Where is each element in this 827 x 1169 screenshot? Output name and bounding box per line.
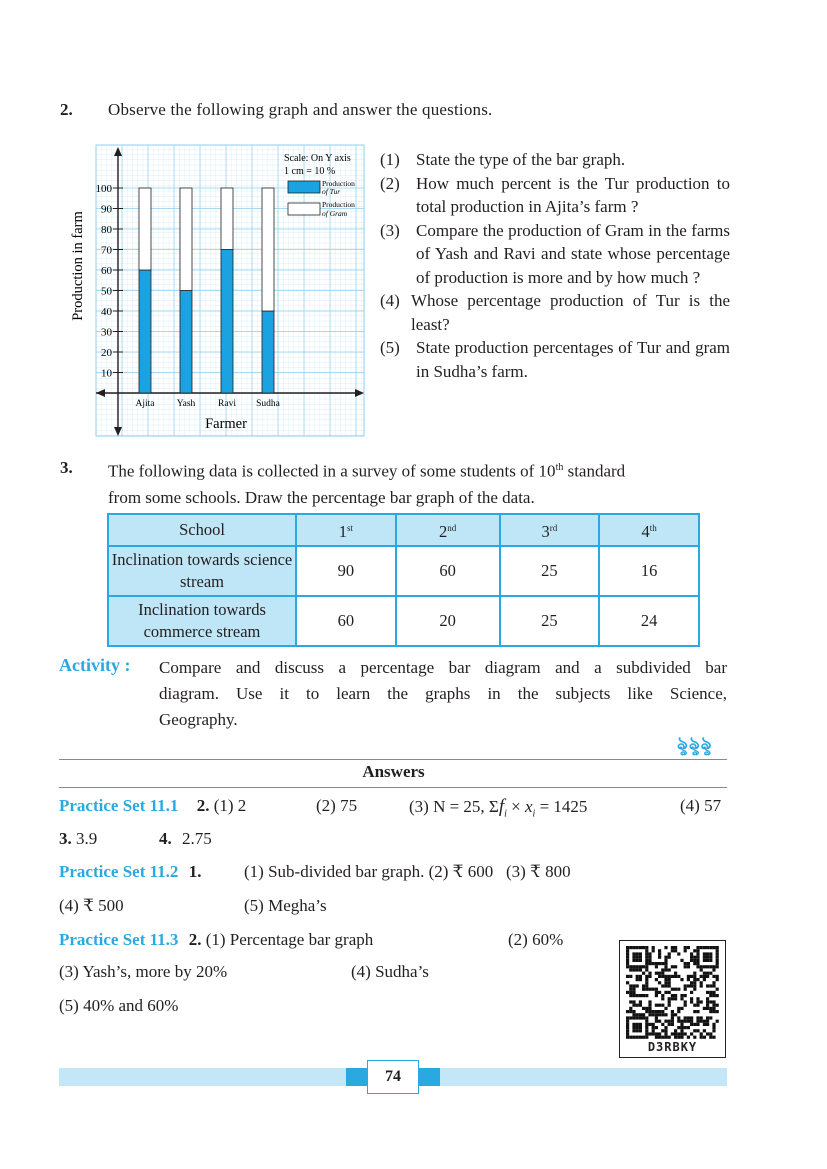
survey-table xyxy=(107,513,700,647)
scale-line-2: 1 cm = 10 % xyxy=(284,166,336,177)
table-cell: 20 xyxy=(396,596,500,646)
answers-rule-bottom xyxy=(59,787,727,788)
y-tick-label: 60 xyxy=(101,265,112,277)
legend xyxy=(284,153,355,218)
qr-code xyxy=(619,940,726,1058)
question-item-number: (4) xyxy=(380,291,400,310)
activity-line-1: Compare and discuss a percentage bar diagram and a subdivided bar xyxy=(159,658,727,677)
legend-swatch-gram xyxy=(288,203,320,215)
answer-formula: (3) N = 25, $\Sigma f_i \times x_i = 1425$ xyxy=(409,796,588,820)
question-3-line-1: The following data is collected in a survey of some students of 10th standard xyxy=(108,461,626,481)
bar-gram-ravi xyxy=(221,188,233,250)
y-tick-label: 90 xyxy=(101,203,112,216)
answers-set-11-1-line-1: Practice Set 11.1 2. (1) 2 xyxy=(59,796,247,815)
practice-set-label: Practice Set 11.2 xyxy=(59,862,179,881)
question-item xyxy=(380,336,730,383)
table-cell: 24 xyxy=(599,596,699,646)
answers-rule-top xyxy=(59,759,727,760)
question-item-text: How much percent is the Tur production to total production in Ajita’s farm ? xyxy=(416,173,730,216)
table-cell: 60 xyxy=(396,546,500,596)
answers-set-11-2-line-1: Practice Set 11.2 1. xyxy=(59,862,202,881)
table-cell: 25 xyxy=(500,546,600,596)
legend-tur-line2: of Tur xyxy=(322,187,341,196)
answer-text: (3) Yash’s, more by 20% xyxy=(59,962,228,981)
activity-line-2: diagram. Use it to learn the graphs in the subjects like Science, xyxy=(159,684,727,703)
question-item xyxy=(380,148,730,172)
table-row-label: Inclination towards commerce stream xyxy=(108,596,296,646)
question-2-number: 2. xyxy=(60,100,73,119)
question-item xyxy=(380,219,730,290)
table-header-col: 3rd xyxy=(500,514,600,546)
x-tick-label: Yash xyxy=(176,399,196,409)
answer-text: (4) 57 xyxy=(680,796,722,815)
qr-code-label: D3RBKY xyxy=(647,1040,698,1054)
table-header-col: 1st xyxy=(296,514,396,546)
x-tick-label: Ravi xyxy=(218,399,236,409)
question-item-number: (1) xyxy=(380,150,400,169)
question-item xyxy=(380,172,730,219)
table-header-col: 4th xyxy=(599,514,699,546)
question-3-number: 3. xyxy=(60,458,73,477)
bar-gram-sudha xyxy=(262,188,274,311)
question-2-text: Observe the following graph and answer the questions. xyxy=(108,100,493,119)
practice-set-label: Practice Set 11.3 xyxy=(59,930,179,949)
y-tick-label: 50 xyxy=(101,285,112,298)
y-tick-label: 70 xyxy=(101,244,112,257)
question-3-text xyxy=(108,455,728,511)
page-number: 74 xyxy=(367,1060,419,1094)
legend-swatch-tur xyxy=(288,181,320,193)
question-item-number: (5) xyxy=(380,338,400,357)
question-item-text: Compare the production of Gram in the farms of Yash and Ravi and state whose percentage of production is more and by how much ? xyxy=(416,220,730,287)
y-axis-label: Production in farm xyxy=(70,211,86,321)
scale-line-1: Scale: On Y axis xyxy=(284,153,351,164)
bar-graph xyxy=(68,144,368,440)
bar-tur-sudha xyxy=(262,311,274,393)
answers-set-11-1-line-2: 3. 3.9 xyxy=(59,829,98,848)
table-row xyxy=(108,596,699,646)
activity-text xyxy=(159,655,727,733)
section-end-ornament: ৡৡৡ xyxy=(677,733,713,753)
legend-gram-line1: Production xyxy=(322,200,355,209)
question-item-number: (2) xyxy=(380,173,400,193)
practice-set-label: Practice Set 11.1 xyxy=(59,796,179,815)
bar-tur-ravi xyxy=(221,250,233,394)
question-item-text: State the type of the bar graph. xyxy=(416,150,626,169)
answer-text: (1) Sub-divided bar graph. (2) ₹ 600 (3) ₹ 800 xyxy=(244,862,571,881)
activity-label: Activity : xyxy=(59,655,131,675)
answers-set-11-3-line-1: Practice Set 11.3 2. (1) Percentage bar graph xyxy=(59,930,374,949)
answers-title: Answers xyxy=(362,762,425,781)
y-tick-label: 30 xyxy=(101,326,112,339)
qr-pattern xyxy=(620,941,725,1039)
x-tick-label: Sudha xyxy=(256,399,280,409)
answer-text: 4. 2.75 xyxy=(159,829,212,848)
answer-text: (5) 40% and 60% xyxy=(59,996,179,1015)
question-item-text: Whose percentage production of Tur is the least? xyxy=(411,291,730,334)
answer-text: (5) Megha’s xyxy=(244,896,327,915)
table-cell: 25 xyxy=(500,596,600,646)
table-row xyxy=(108,546,699,596)
y-tick-label: 40 xyxy=(101,306,112,318)
legend-gram-line2: of Gram xyxy=(322,209,348,218)
bar-gram-ajita xyxy=(139,188,151,270)
activity-line-3: Geography. xyxy=(159,710,238,729)
bar-tur-yash xyxy=(180,291,192,394)
question-item-text: State production percentages of Tur and gram in Sudha’s farm. xyxy=(416,338,730,381)
table-cell: 16 xyxy=(599,546,699,596)
table-header-row xyxy=(108,514,699,546)
y-tick-label: 100 xyxy=(95,183,112,195)
legend-tur-line1: Production xyxy=(322,179,355,188)
y-tick-label: 10 xyxy=(101,367,112,380)
table-cell: 60 xyxy=(296,596,396,646)
answer-text: (2) 75 xyxy=(316,796,358,815)
bar-tur-ajita xyxy=(139,270,151,393)
table-header-col: 2nd xyxy=(396,514,500,546)
question-item-number: (3) xyxy=(380,220,400,240)
question-item xyxy=(380,289,730,336)
table-cell: 90 xyxy=(296,546,396,596)
table-header-school: School xyxy=(108,514,296,546)
y-tick-label: 80 xyxy=(101,224,112,236)
question-2-list xyxy=(380,148,730,383)
answer-text: (4) ₹ 500 xyxy=(59,896,124,915)
x-tick-label: Ajita xyxy=(135,399,155,409)
answer-text: (2) 60% xyxy=(508,930,564,949)
y-tick-label: 20 xyxy=(101,347,112,359)
x-axis-label: Farmer xyxy=(205,416,247,432)
answer-text: (4) Sudha’s xyxy=(351,962,429,981)
bar-gram-yash xyxy=(180,188,192,291)
table-row-label: Inclination towards science stream xyxy=(108,546,296,596)
question-3-line-2: from some schools. Draw the percentage bar graph of the data. xyxy=(108,487,535,507)
